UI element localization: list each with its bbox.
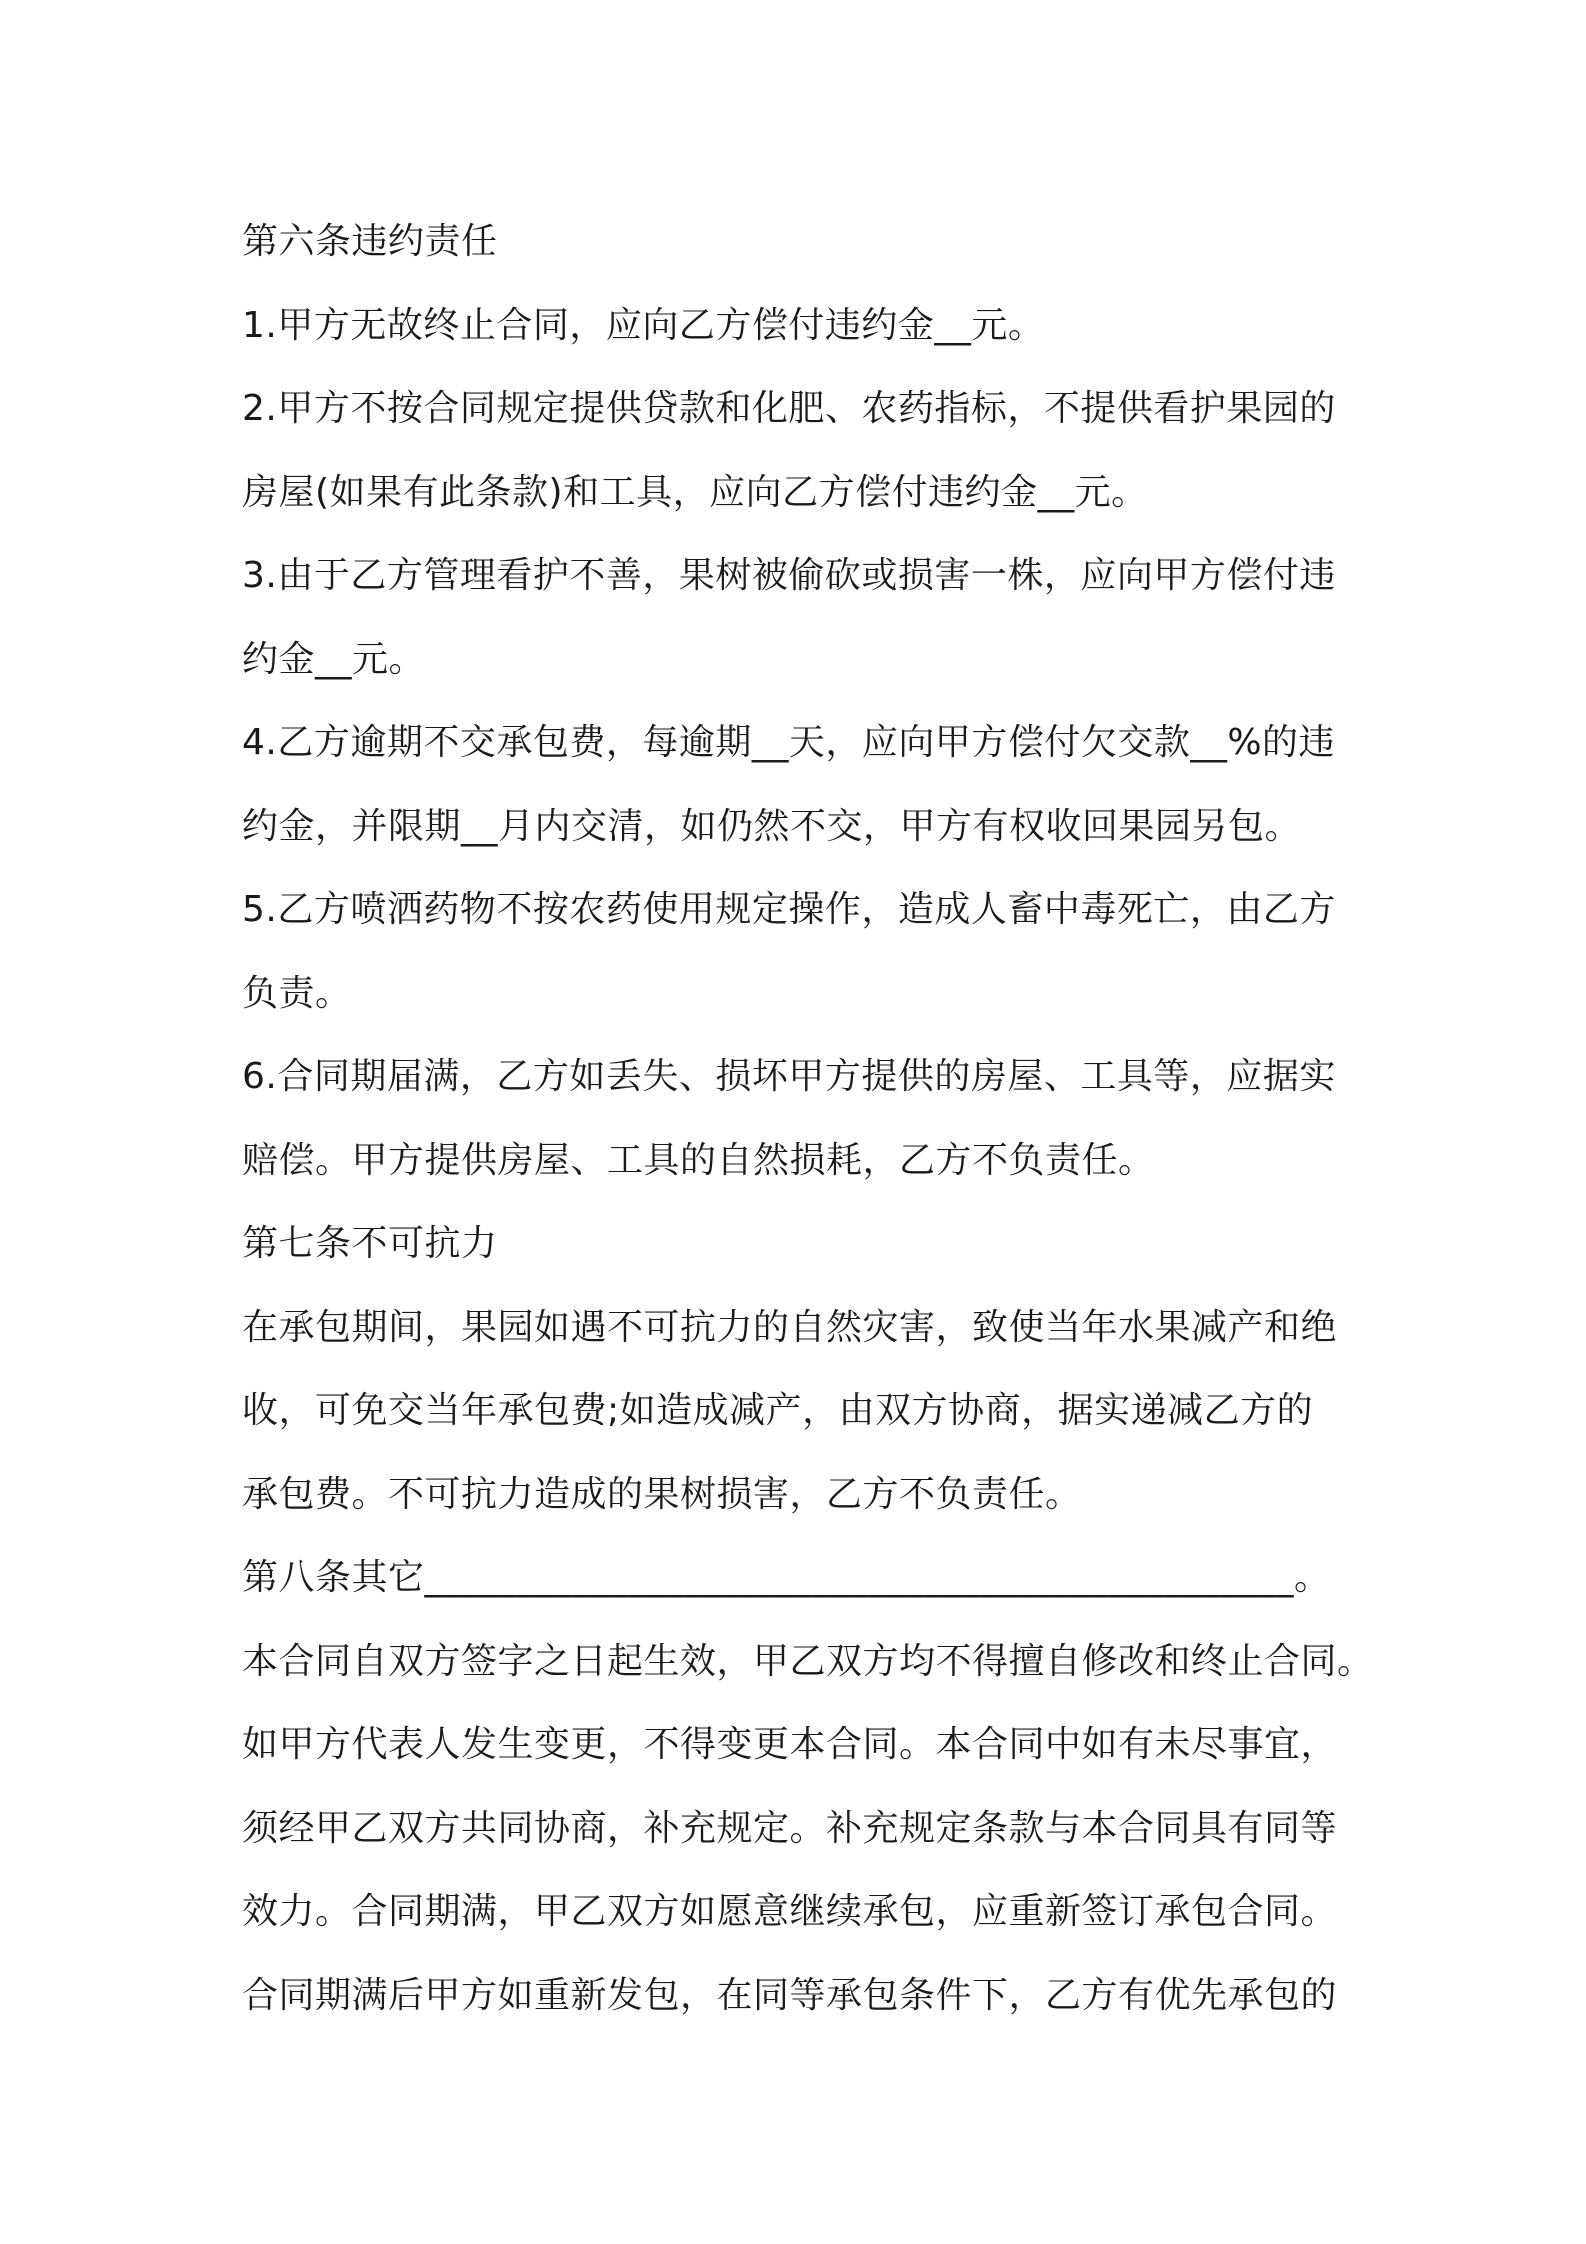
closing-paragraph-line-4: 效力。合同期满，甲乙双方如愿意继续承包，应重新签订承包合同。 bbox=[242, 1891, 1338, 1932]
article-6-clause-3-line-1: 3.由于乙方管理看护不善，果树被偷砍或损害一株，应向甲方偿付违 bbox=[242, 555, 1336, 596]
article-6-clause-4-line-1: 4.乙方逾期不交承包费，每逾期__天，应向甲方偿付欠交款__%的违 bbox=[242, 722, 1336, 763]
document-body bbox=[242, 200, 1372, 2037]
article-6-clause-2-line-2: 房屋(如果有此条款)和工具，应向乙方偿付违约金__元。 bbox=[242, 471, 1148, 513]
closing-paragraph-line-3: 须经甲乙双方共同协商，补充规定。补充规定条款与本合同具有同等 bbox=[242, 1807, 1338, 1849]
article-6-clause-4-line-2: 约金，并限期__月内交清，如仍然不交，甲方有权收回果园另包。 bbox=[242, 805, 1302, 847]
article-7-heading: 第七条不可抗力 bbox=[242, 1223, 498, 1264]
article-7-paragraph-line-3: 承包费。不可抗力造成的果树损害，乙方不负责任。 bbox=[242, 1473, 1082, 1515]
article-6-clause-3-line-2: 约金__元。 bbox=[242, 638, 426, 680]
article-7-paragraph-line-2: 收，可免交当年承包费;如造成减产，由双方协商，据实递减乙方的 bbox=[242, 1390, 1314, 1431]
article-6-clause-5-line-1: 5.乙方喷洒药物不按农药使用规定操作，造成人畜中毒死亡，由乙方 bbox=[242, 889, 1336, 930]
closing-paragraph-line-2: 如甲方代表人发生变更，不得变更本合同。本合同中如有未尽事宜， bbox=[242, 1724, 1338, 1765]
article-6-clause-6-line-1: 6.合同期届满，乙方如丢失、损坏甲方提供的房屋、工具等，应据实 bbox=[242, 1056, 1336, 1097]
article-8-heading: 第八条其它_______________________________________________。 bbox=[242, 1557, 1331, 1598]
article-6-clause-2-line-1: 2.甲方不按合同规定提供贷款和化肥、农药指标，不提供看护果园的 bbox=[242, 388, 1336, 429]
closing-paragraph-line-1: 本合同自双方签字之日起生效，甲乙双方均不得擅自修改和终止合同。 bbox=[242, 1640, 1374, 1682]
article-6-clause-5-line-2: 负责。 bbox=[242, 972, 352, 1014]
closing-paragraph-line-5: 合同期满后甲方如重新发包，在同等承包条件下，乙方有优先承包的 bbox=[242, 1974, 1338, 2016]
article-6-clause-1: 1.甲方无故终止合同，应向乙方偿付违约金__元。 bbox=[242, 304, 1045, 346]
article-6-clause-6-line-2: 赔偿。甲方提供房屋、工具的自然损耗，乙方不负责任。 bbox=[242, 1139, 1155, 1181]
article-7-paragraph-line-1: 在承包期间，果园如遇不可抗力的自然灾害，致使当年水果减产和绝 bbox=[242, 1306, 1338, 1348]
article-6-heading: 第六条违约责任 bbox=[242, 221, 498, 262]
